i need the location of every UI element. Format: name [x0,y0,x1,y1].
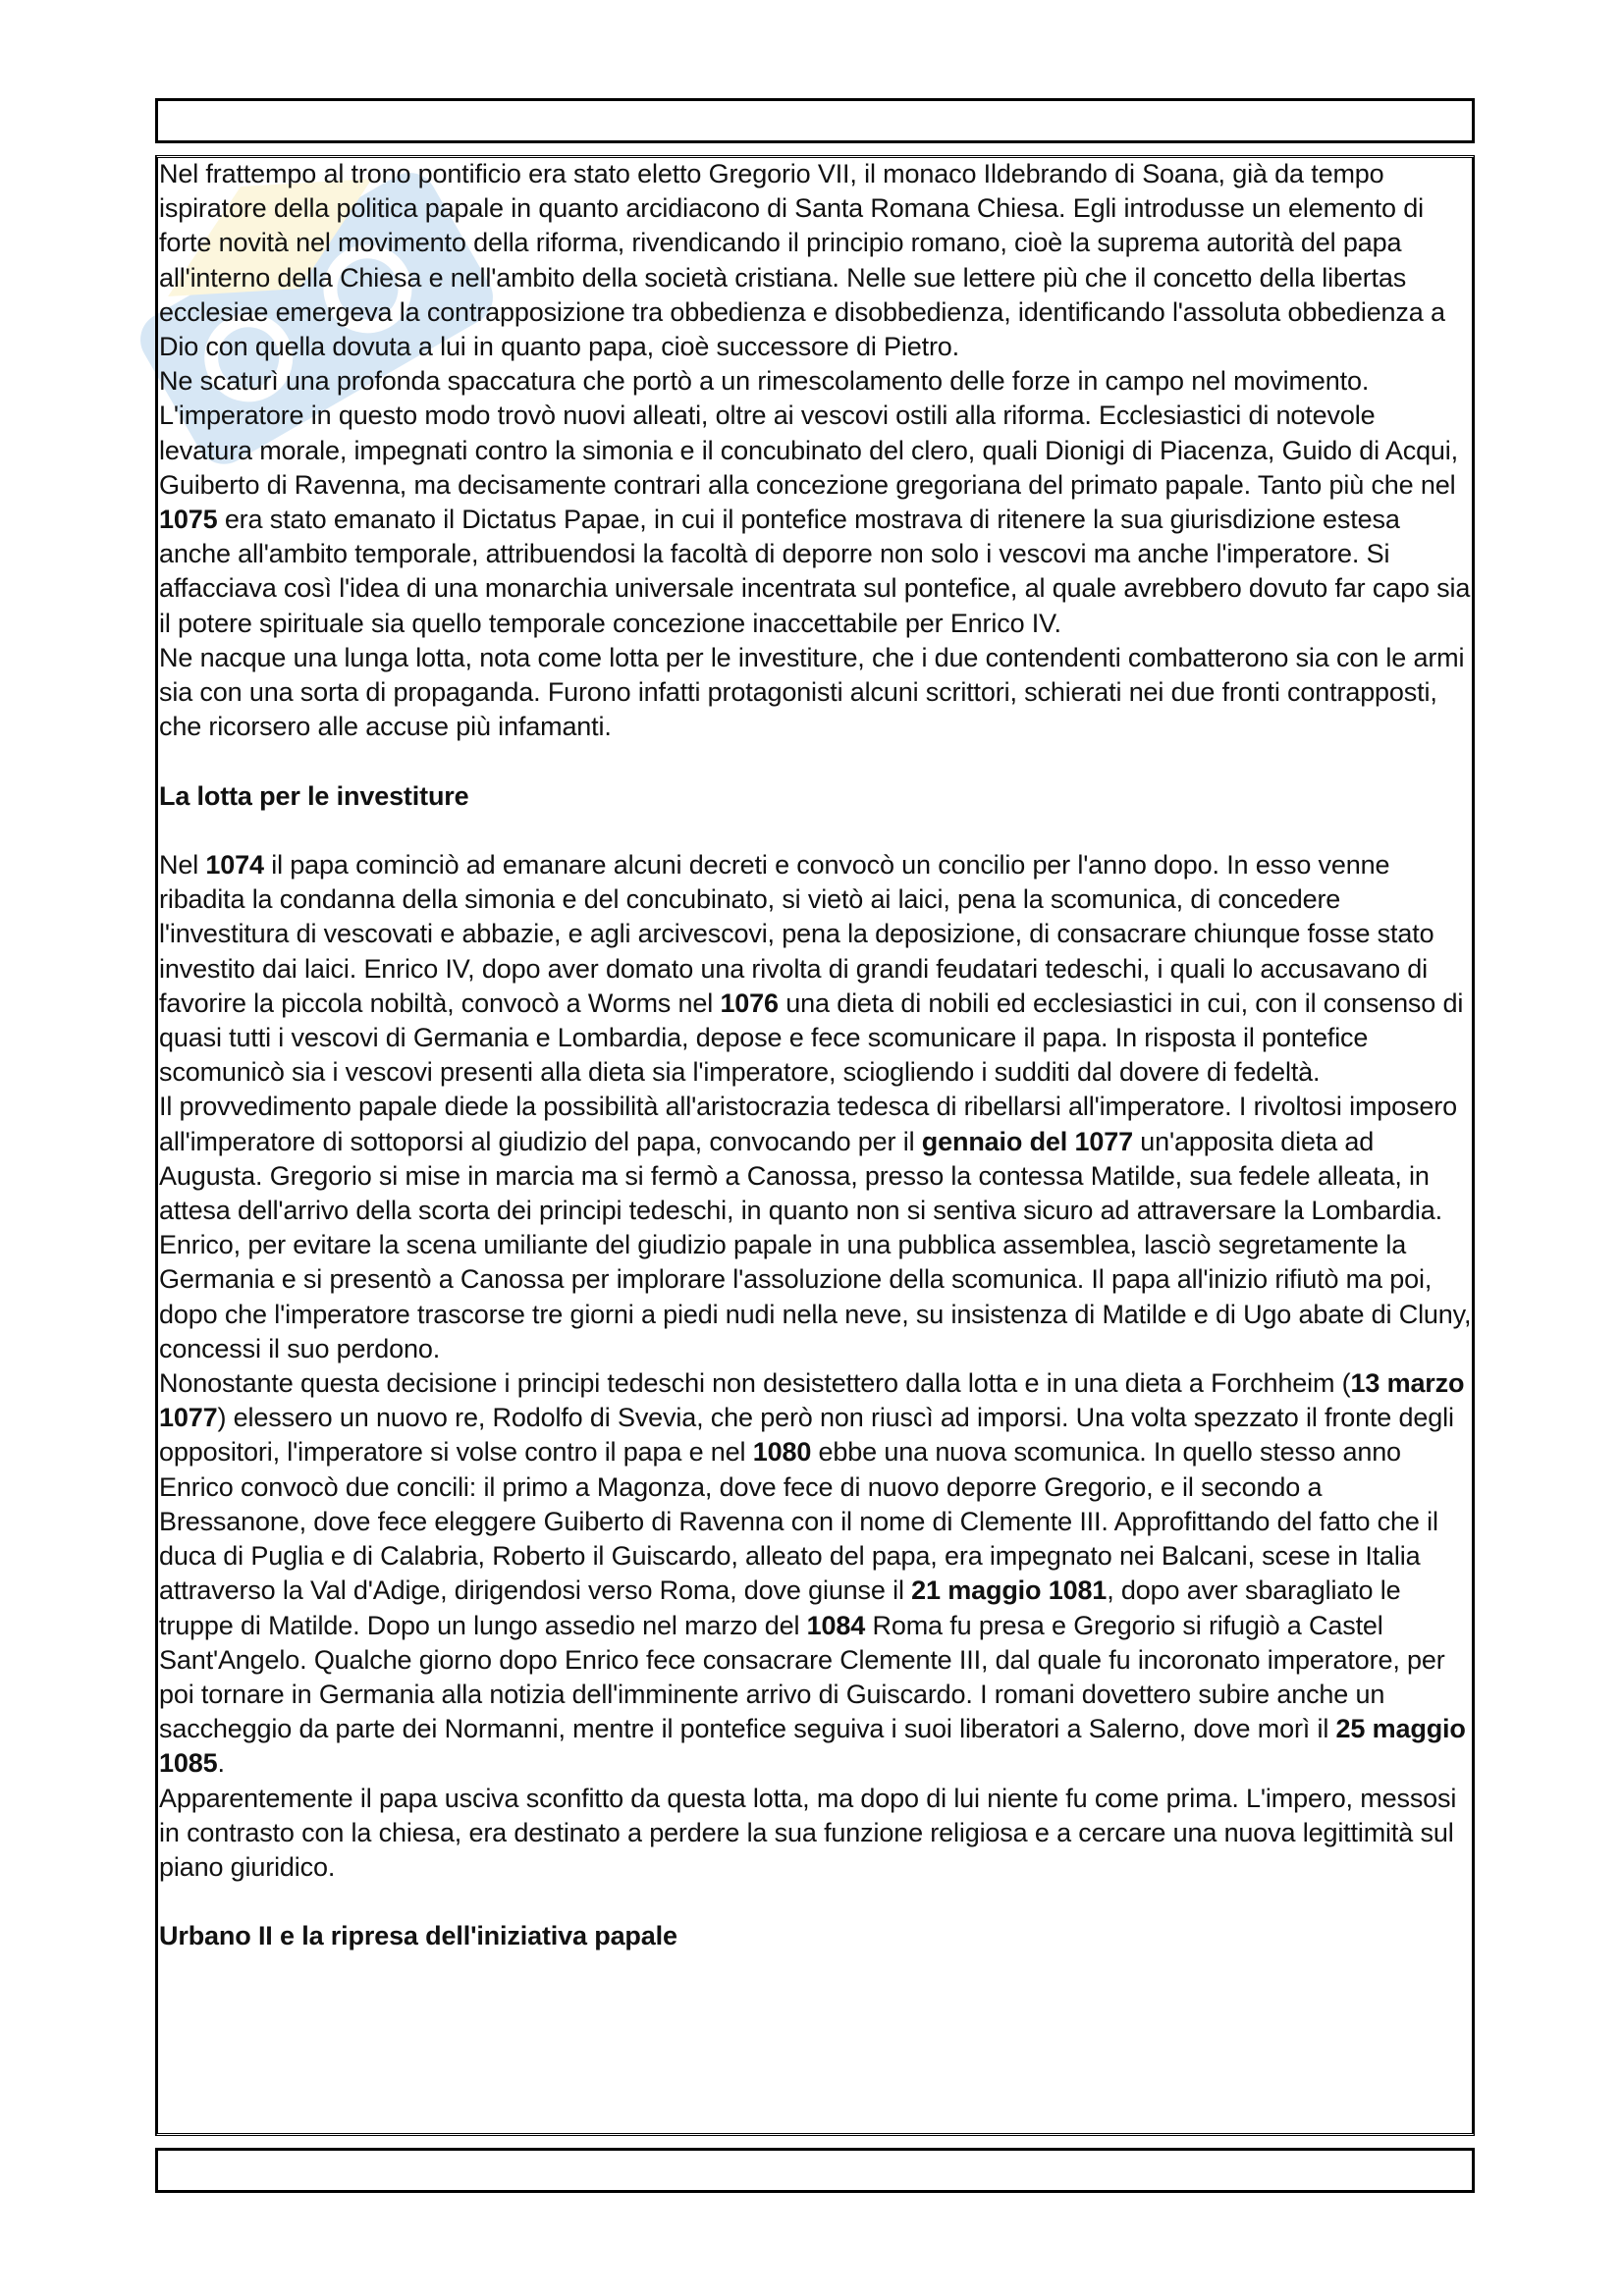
bold-date: 1080 [752,1437,812,1468]
paragraph-lotta: Ne nacque una lunga lotta, nota come lotta per le investiture, che i due contendenti combatterono sia con le armi sia con una sorta di propaganda. Furono infatti protagonisti alcuni scrittori, schierati nei due fronti contrapposti, che ricorsero alle accuse più infamanti. [159,642,1465,742]
section-heading-urbano: Urbano II e la ripresa dell'iniziativa papale [159,1921,677,1951]
spacer [159,1885,1475,1919]
footer-frame [155,2148,1475,2193]
paragraph-conclusione: Apparentemente il papa usciva sconfitto da questa lotta, ma dopo di lui niente fu come prima. L'impero, messosi in contrasto con la chiesa, era destinato a perdere la sua funzione religiosa e a cercare una nuova legittimità sul piano giuridico. [159,1783,1457,1882]
bold-date: 1075 [159,505,218,535]
bold-date: 1076 [720,988,779,1018]
paragraph-gregorio: Nel frattempo al trono pontificio era stato eletto Gregorio VII, il monaco Ildebrando di Soana, già da tempo ispiratore della politica papale in quanto arcidiacono di Santa Romana Chiesa. Egli introdusse un elemento di forte novità nel movimento della riforma, rivendicando il principio romano, cioè la suprema autorità del papa all'interno della Chiesa e nell'ambito della società cristiana. Nelle sue lettere più che il concetto della libertas ecclesiae emergeva la contrapposizione tra obbedienza e disobbedienza, identificando l'assoluta obbedienza a Dio con quella dovuta a lui in quanto papa, cioè successore di Pietro. [159,159,1445,362]
bold-date: 1084 [806,1610,866,1640]
paragraph-forchheim: Nonostante questa decisione i principi tedeschi non desistettero dalla lotta e in una dieta a Forchheim (13 marzo 1077) elessero un nuovo re, Rodolfo di Svevia, che però non riuscì ad imporsi. Una volta spezzato il fronte degli oppositori, l'imperatore si volse contro il papa e nel 1080 ebbe una nuova scomunica. In quello stesso anno Enrico convocò due concili: il primo a Magonza, dove fece di nuovo deporre Gregorio, e il secondo a Bressanone, dove fece eleggere Guiberto di Ravenna con il nome di Clemente III. Approfittando del fatto che il duca di Puglia e di Calabria, Roberto il Guiscardo, alleato del papa, era impegnato nei Balcani, scese in Italia attraverso la Val d'Adige, dirigendosi verso Roma, dove giunse il 21 maggio 1081, dopo aver sbaragliato le truppe di Matilde. Dopo un lungo assedio nel marzo del 1084 Roma fu presa e Gregorio si rifugiò a Castel Sant'Angelo. Qualche giorno dopo Enrico fece consacrare Clemente III, dal quale fu incoronato imperatore, per poi tornare in Germania alla notizia dell'imminente arrivo di Guiscardo. I romani dovettero subire anche un saccheggio da parte dei Normanni, mentre il pontefice seguiva i suoi liberatori a Salerno, dove morì il 25 maggio 1085. [159,1368,1466,1779]
section-heading-investiture: La lotta per le investiture [159,780,469,811]
paragraph-spaccatura: Ne scaturì una profonda spaccatura che portò a un rimescolamento delle forze in campo nel movimento. L'imperatore in questo modo trovò nuovi alleati, oltre ai vescovi ostili alla riforma. Ecclesiastici di notevole levatura morale, impegnati contro la simonia e il concubinato del clero, quali Dionigi di Piacenza, Guido di Acqui, Guiberto di Ravenna, ma decisamente contrari alla concezione gregoriana del primato papale. Tanto più che nel 1075 era stato emanato il Dictatus Papae, in cui il pontefice mostrava di ritenere la sua giurisdizione estesa anche all'ambito temporale, attribuendosi la facoltà di deporre non solo i vescovi ma anche l'imperatore. Si affacciava così l'idea di una monarchia universale incentrata sul pontefice, al quale avrebbero dovuto far capo sia il potere spirituale sia quello temporale concezione inaccettabile per Enrico IV. [159,366,1471,638]
paragraph-decreti: Nel 1074 il papa cominciò ad emanare alcuni decreti e convocò un concilio per l'anno dopo. In esso venne ribadita la condanna della simonia e del concubinato, si vietò ai laici, pena la scomunica, di concedere l'investitura di vescovati e abbazie, e agli arcivescovi, pena la deposizione, di consacrare chiunque fosse stato investito dai laici. Enrico IV, dopo aver domato una rivolta di grandi feudatari tedeschi, i quali lo accusavano di favorire la piccola nobiltà, convocò a Worms nel 1076 una dieta di nobili ed ecclesiastici in cui, con il consenso di quasi tutti i vescovi di Germania e Lombardia, depose e fece scomunicare il papa. In risposta il pontefice scomunicò sia i vescovi presenti alla dieta sia l'imperatore, sciogliendo i sudditi dal dovere di fedeltà. [159,850,1464,1088]
spacer [159,744,1475,778]
bold-date: 21 maggio 1081 [911,1575,1108,1606]
spacer [159,814,1475,848]
bold-date: gennaio del 1077 [921,1126,1133,1156]
bold-date: 25 maggio 1085 [159,1714,1466,1779]
header-frame [155,98,1475,143]
document-body [159,157,1475,1954]
bold-date: 1074 [205,850,264,881]
paragraph-canossa: Il provvedimento papale diede la possibilità all'aristocrazia tedesca di ribellarsi all'imperatore. I rivoltosi imposero all'imperatore di sottoporsi al giudizio del papa, convocando per il gennaio del 1077 un'apposita dieta ad Augusta. Gregorio si mise in marcia ma si fermò a Canossa, presso la contessa Matilde, sua fedele alleata, in attesa dell'arrivo della scorta dei principi tedeschi, in quanto non si sentiva sicuro ad attraversare la Lombardia. Enrico, per evitare la scena umiliante del giudizio papale in una pubblica assemblea, lasciò segretamente la Germania e si presentò a Canossa per implorare l'assoluzione della scomunica. Il papa all'inizio rifiutò ma poi, dopo che l'imperatore trascorse tre giorni a piedi nudi nella neve, su insistenza di Matilde e di Ugo abate di Cluny, concessi il suo perdono. [159,1092,1472,1363]
bold-date: 13 marzo 1077 [159,1368,1465,1433]
